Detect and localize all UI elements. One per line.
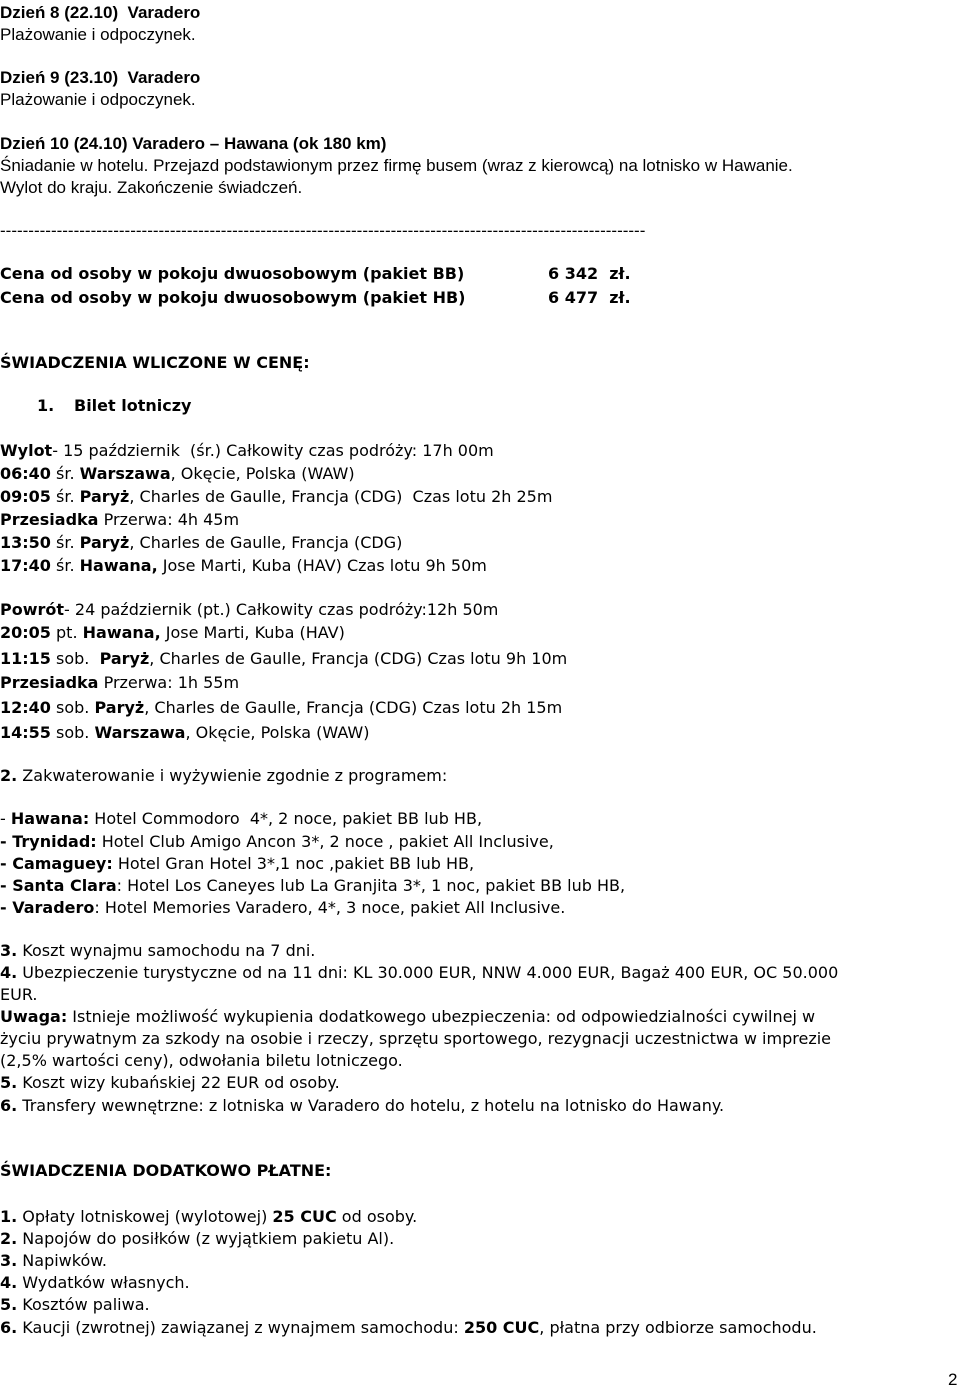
included-item-4-continued: EUR. — [0, 985, 38, 1004]
day-10-title: Dzień 10 (24.10) Varadero – Hawana (ok 180 km) — [0, 134, 387, 153]
hotel-line: - Camaguey: Hotel Gran Hotel 3*,1 noc ,pakiet BB lub HB, — [0, 854, 475, 873]
flight-return-line: Przesiadka Przerwa: 1h 55m — [0, 673, 240, 692]
extra-heading: ŚWIADCZENIA DODATKOWO PŁATNE: — [0, 1161, 332, 1180]
flight-return-line: 20:05 pt. Hawana, Jose Marti, Kuba (HAV) — [0, 623, 345, 642]
price-hb-label: Cena od osoby w pokoju dwuosobowym (pakiet HB) — [0, 288, 466, 307]
included-item-1-number: 1. — [37, 396, 55, 415]
day-10-text-1: Śniadanie w hotelu. Przejazd podstawionym przez firmę busem (wraz z kierowcą) na lotnisko w Hawanie. — [0, 156, 793, 175]
day-10-text-2: Wylot do kraju. Zakończenie świadczeń. — [0, 178, 303, 197]
included-item-4: 4. Ubezpieczenie turystyczne od na 11 dni: KL 30.000 EUR, NNW 4.000 EUR, Bagaż 400 EUR, OC 50.000 — [0, 963, 839, 982]
price-bb-label: Cena od osoby w pokoju dwuosobowym (pakiet BB) — [0, 264, 465, 283]
hotel-line: - Varadero: Hotel Memories Varadero, 4*, 3 noce, pakiet All Inclusive. — [0, 898, 566, 917]
extra-item: 3. Napiwków. — [0, 1251, 107, 1270]
insurance-note-line-2: życiu prywatnym za szkody na osobie i rzeczy, sprzętu sportowego, rezygnacji uczestnictwa w imprezie — [0, 1029, 831, 1048]
extra-item: 5. Kosztów paliwa. — [0, 1295, 150, 1314]
included-heading: ŚWIADCZENIA WLICZONE W CENĘ: — [0, 353, 310, 372]
extra-item: 2. Napojów do posiłków (z wyjątkiem pakietu Al). — [0, 1229, 395, 1248]
day-8-title: Dzień 8 (22.10) Varadero — [0, 3, 201, 22]
extra-item: 1. Opłaty lotniskowej (wylotowej) 25 CUC od osoby. — [0, 1207, 418, 1226]
included-item-2: 2. Zakwaterowanie i wyżywienie zgodnie z programem: — [0, 766, 448, 785]
price-bb-value: 6 342 zł. — [548, 264, 631, 283]
included-item-6: 6. Transfery wewnętrzne: z lotniska w Varadero do hotelu, z hotelu na lotnisko do Hawany. — [0, 1096, 725, 1115]
hotel-line: - Trynidad: Hotel Club Amigo Ancon 3*, 2 noce , pakiet All Inclusive, — [0, 832, 554, 851]
flight-outbound-line: Przesiadka Przerwa: 4h 45m — [0, 510, 240, 529]
flight-return-line: 14:55 sob. Warszawa, Okęcie, Polska (WAW) — [0, 723, 370, 742]
included-item-5: 5. Koszt wizy kubańskiej 22 EUR od osoby. — [0, 1073, 340, 1092]
flight-outbound-line: Wylot- 15 październik (śr.) Całkowity czas podróży: 17h 00m — [0, 441, 494, 460]
insurance-note-line-1: Uwaga: Istnieje możliwość wykupienia dodatkowego ubezpieczenia: od odpowiedzialności cywilnej w — [0, 1007, 816, 1026]
extra-item: 4. Wydatków własnych. — [0, 1273, 190, 1292]
separator-line: ------------------------------------------------------------------------------------------------------------------ — [0, 221, 646, 240]
flight-return-line: Powrót- 24 październik (pt.) Całkowity czas podróży:12h 50m — [0, 600, 499, 619]
day-9-text: Plażowanie i odpoczynek. — [0, 90, 196, 109]
day-9-title: Dzień 9 (23.10) Varadero — [0, 68, 201, 87]
flight-return-line: 12:40 sob. Paryż, Charles de Gaulle, Francja (CDG) Czas lotu 2h 15m — [0, 698, 563, 717]
hotel-line: - Hawana: Hotel Commodoro 4*, 2 noce, pakiet BB lub HB, — [0, 809, 483, 828]
price-hb-value: 6 477 zł. — [548, 288, 631, 307]
included-item-1-label: Bilet lotniczy — [74, 396, 192, 415]
flight-outbound-line: 09:05 śr. Paryż, Charles de Gaulle, Francja (CDG) Czas lotu 2h 25m — [0, 487, 553, 506]
hotel-line: - Santa Clara: Hotel Los Caneyes lub La Granjita 3*, 1 noc, pakiet BB lub HB, — [0, 876, 626, 895]
flight-outbound-line: 13:50 śr. Paryż, Charles de Gaulle, Francja (CDG) — [0, 533, 403, 552]
flight-outbound-line: 06:40 śr. Warszawa, Okęcie, Polska (WAW) — [0, 464, 355, 483]
day-8-text: Plażowanie i odpoczynek. — [0, 25, 196, 44]
page-number: 2 — [948, 1370, 958, 1389]
extra-item: 6. Kaucji (zwrotnej) zawiązanej z wynajmem samochodu: 250 CUC, płatna przy odbiorze samochodu. — [0, 1318, 817, 1337]
flight-return-line: 11:15 sob. Paryż, Charles de Gaulle, Francja (CDG) Czas lotu 9h 10m — [0, 649, 568, 668]
flight-outbound-line: 17:40 śr. Hawana, Jose Marti, Kuba (HAV) Czas lotu 9h 50m — [0, 556, 487, 575]
included-item-3: 3. Koszt wynajmu samochodu na 7 dni. — [0, 941, 316, 960]
insurance-note-line-3: (2,5% wartości ceny), odwołania biletu lotniczego. — [0, 1051, 403, 1070]
